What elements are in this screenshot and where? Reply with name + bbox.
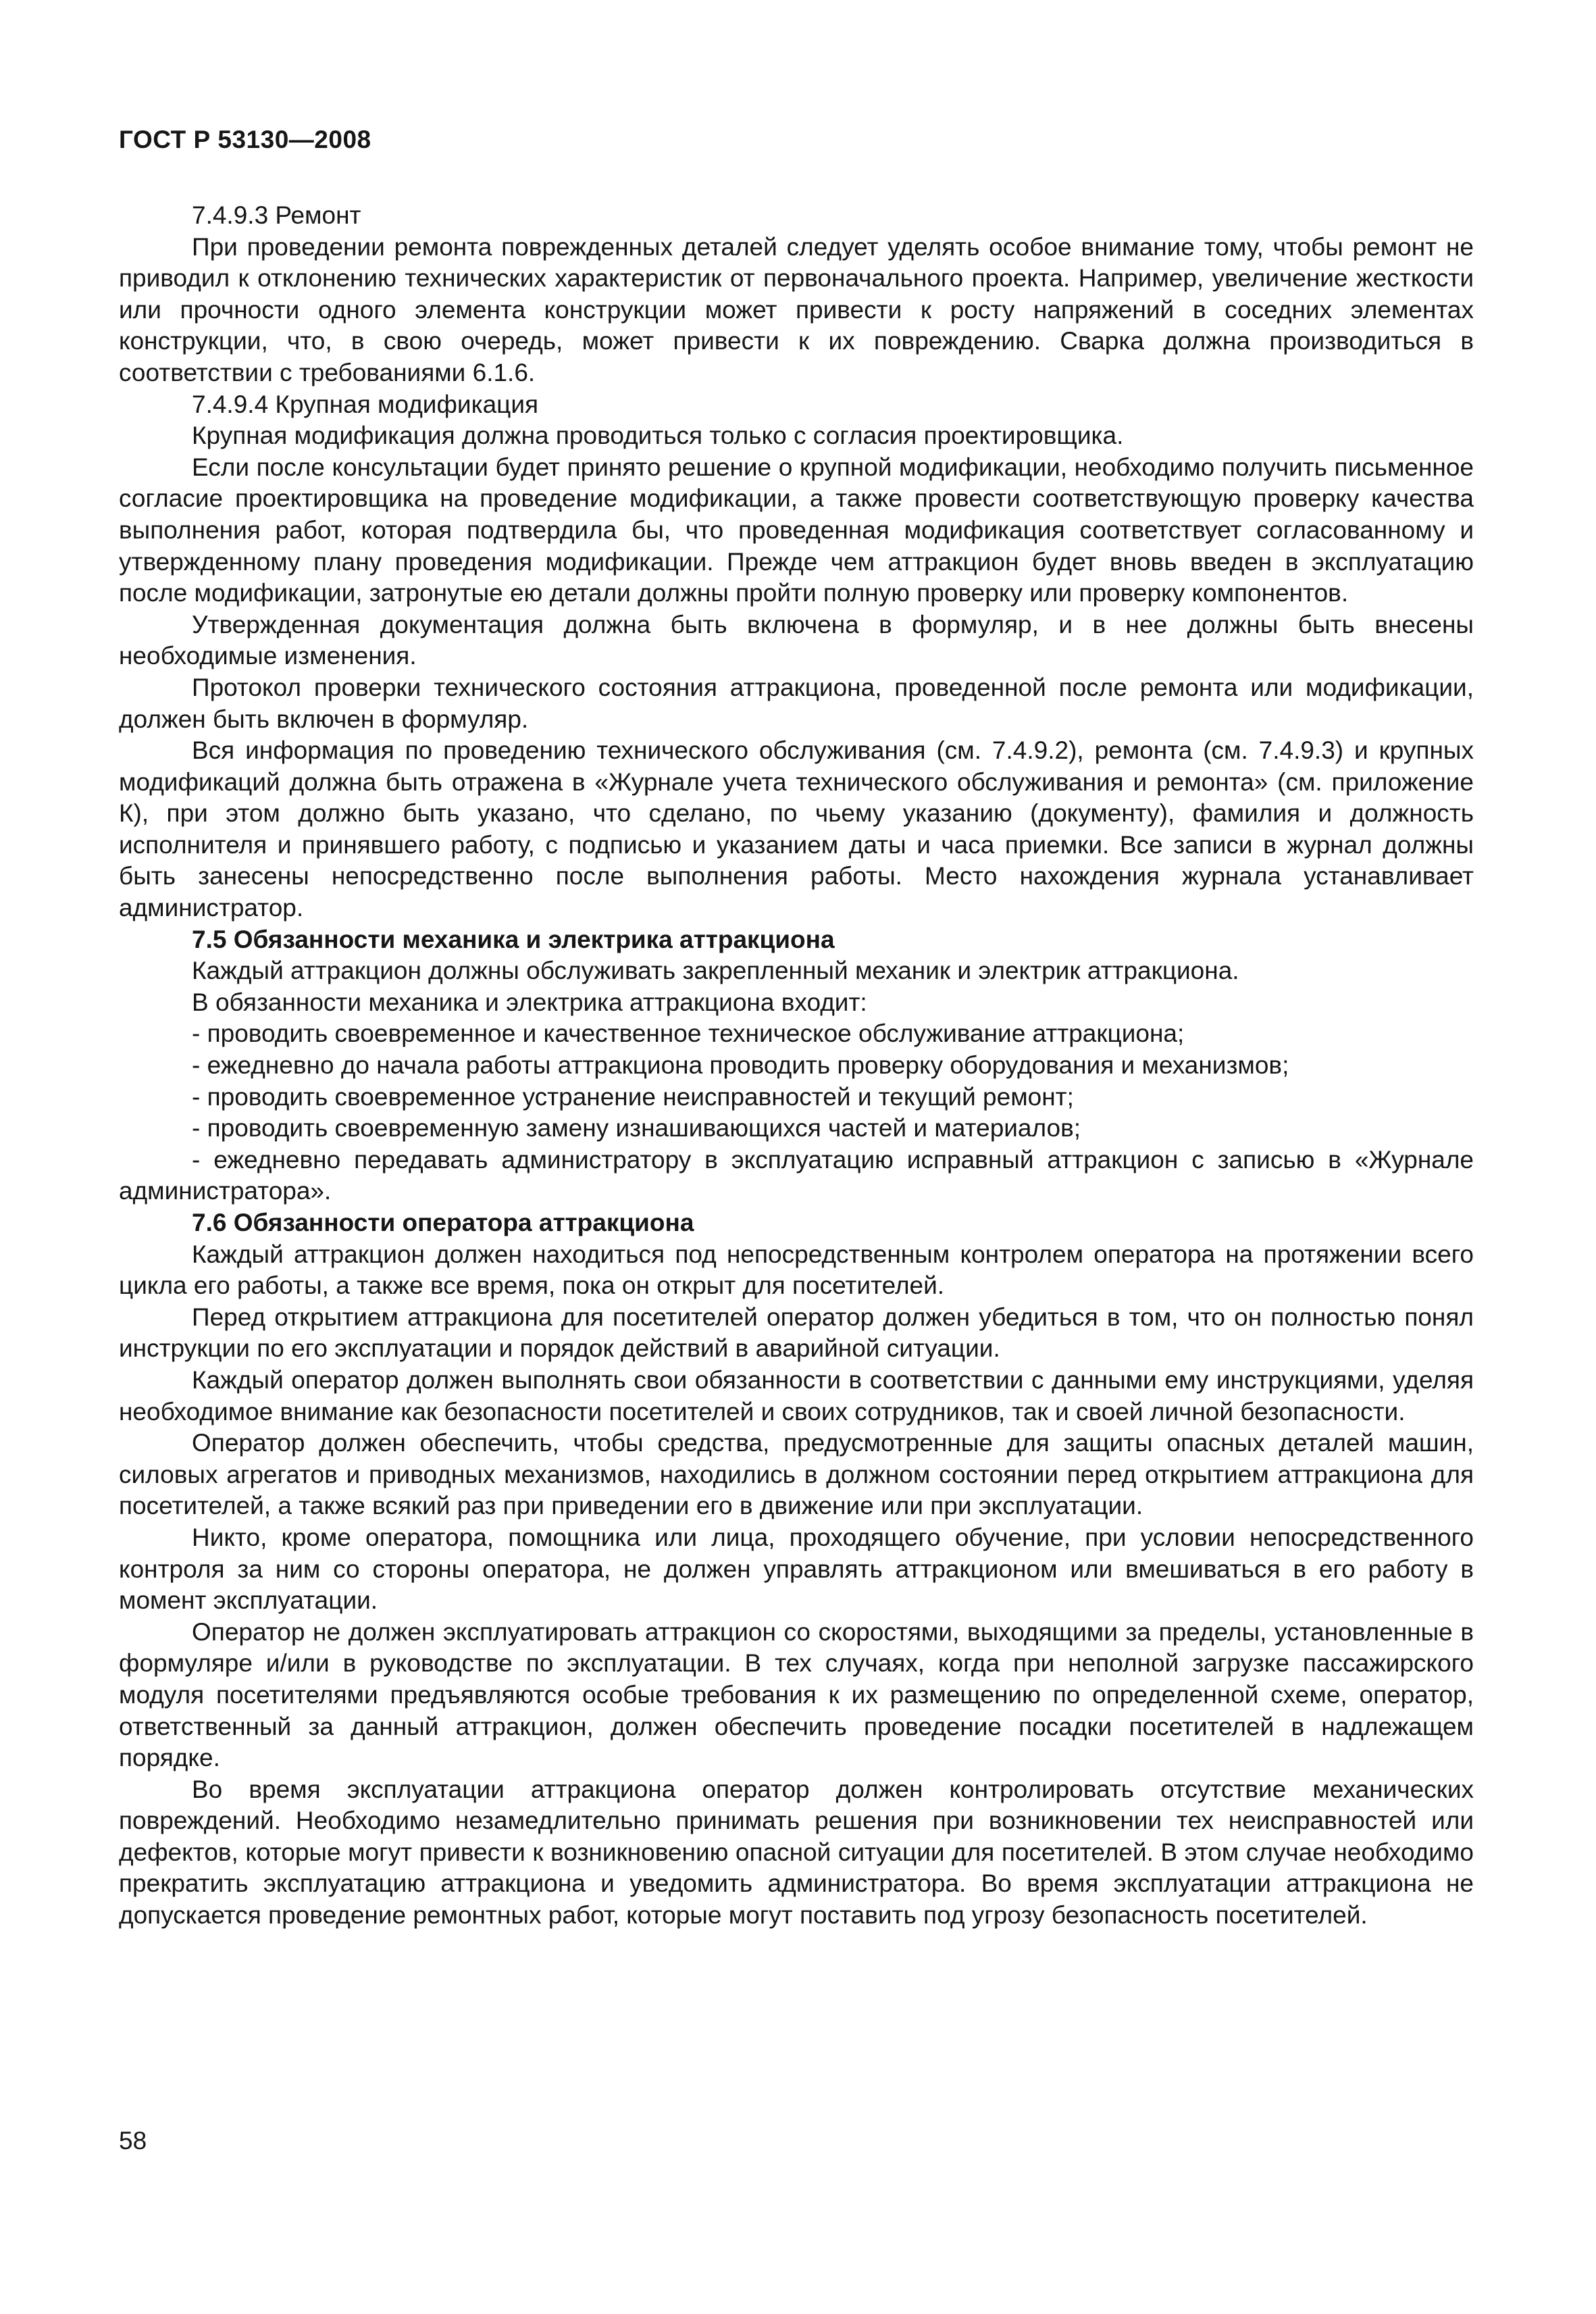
list-item: - ежедневно до начала работы аттракциона проводить проверку оборудования и механизмов; [192, 1051, 1289, 1080]
paragraph: Каждый аттракцион должны обслуживать закрепленный механик и электрик аттракциона. [192, 957, 1239, 985]
paragraph: 7.4.9.3 Ремонт [192, 201, 361, 229]
paragraph: Во время эксплуатации аттракциона оператор должен контролировать отсутствие механических повреждений. Необходимо незамедлительно принимать решения при возникновении тех неисправностей или дефектов, которые могут привести к возникновению опасной ситуации для посетителей. В этом случае необходимо прекратить эксплуатацию аттракциона и уведомить администратора. Во время эксплуатации аттракциона не допускается проведение ремонтных работ, которые могут поставить под угрозу безопасность посетителей. [119, 1775, 1474, 1930]
paragraph: Если после консультации будет принято решение о крупной модификации, необходимо получить письменное согласие проектировщика на проведение модификации, а также провести соответствующую проверку качества выполнения работ, которая подтвердила бы, что проведенная модификация соответствует согласованному и утвержденному плану проведения модификации. Прежде чем аттракцион будет вновь введен в эксплуатацию после модификации, затронутые ею детали должны пройти полную проверку или проверку компонентов. [119, 453, 1474, 607]
paragraph: Оператор должен обеспечить, чтобы средства, предусмотренные для защиты опасных деталей машин, силовых агрегатов и приводных механизмов, находились в должном состоянии перед открытием аттракциона для посетителей, а также всякий раз при приведении его в движение или при эксплуатации. [119, 1429, 1474, 1520]
paragraph: В обязанности механика и электрика аттракциона входит: [192, 988, 867, 1016]
list-item: - проводить своевременное устранение неисправностей и текущий ремонт; [192, 1082, 1074, 1111]
document-header: ГОСТ Р 53130—2008 [119, 126, 371, 153]
list-item: - проводить своевременную замену изнашивающихся частей и материалов; [192, 1114, 1081, 1142]
paragraph: 7.4.9.4 Крупная модификация [192, 390, 539, 418]
section-heading: 7.5 Обязанности механика и электрика аттракциона [192, 925, 835, 953]
list-item: - проводить своевременное и качественное техническое обслуживание аттракциона; [192, 1020, 1185, 1048]
paragraph: Крупная модификация должна проводиться только с согласия проектировщика. [192, 422, 1124, 450]
section-heading: 7.6 Обязанности оператора аттракциона [192, 1209, 694, 1236]
paragraph: Оператор не должен эксплуатировать аттракцион со скоростями, выходящими за пределы, установленные в формуляре и/или в руководстве по эксплуатации. В тех случаях, когда при неполной загрузке пассажирского модуля посетителями предъявляются особые требования к их размещению по определенной схеме, оператор, ответственный за данный аттракцион, должен обеспечить проведение посадки посетителей в надлежащем порядке. [119, 1617, 1474, 1772]
paragraph: Каждый оператор должен выполнять свои обязанности в соответствии с данными ему инструкциями, уделяя необходимое внимание как безопасности посетителей и своих сотрудников, так и своей личной безопасности. [119, 1365, 1474, 1426]
paragraph: Утвержденная документация должна быть включена в формуляр, и в нее должны быть внесены необходимые изменения. [119, 610, 1474, 670]
paragraph: При проведении ремонта поврежденных деталей следует уделять особое внимание тому, чтобы ремонт не приводил к отклонению технических характеристик от первоначального проекта. Например, увеличение жесткости или прочности одного элемента конструкции может привести к росту напряжений в соседних элементах конструкции, что, в свою очередь, может привести к их повреждению. Сварка должна производиться в соответствии с требованиями 6.1.6. [119, 232, 1474, 386]
page-number: 58 [119, 2127, 147, 2155]
paragraph: Каждый аттракцион должен находиться под непосредственным контролем оператора на протяжении всего цикла его работы, а также все время, пока он открыт для посетителей. [119, 1240, 1474, 1300]
list-item: - ежедневно передавать администратору в эксплуатацию исправный аттракцион с записью в «Журнале администратора». [119, 1145, 1474, 1205]
paragraph: Вся информация по проведению технического обслуживания (см. 7.4.9.2), ремонта (см. 7.4.9.3) и крупных модификаций должна быть отражена в «Журнале учета технического обслуживания и ремонта» (см. приложение К), при этом должно быть указано, что сделано, по чьему указанию (документу), фамилия и должность исполнителя и принявшего работу, с подписью и указанием даты и часа приемки. Все записи в журнал должны быть занесены непосредственно после выполнения работы. Место нахождения журнала устанавливает администратор. [119, 736, 1474, 922]
document-body [119, 200, 1474, 1932]
paragraph: Никто, кроме оператора, помощника или лица, проходящего обучение, при условии непосредственного контроля за ним со стороны оператора, не должен управлять аттракционом или вмешиваться в его работу в момент эксплуатации. [119, 1523, 1474, 1615]
paragraph: Протокол проверки технического состояния аттракциона, проведенной после ремонта или модификации, должен быть включен в формуляр. [119, 673, 1474, 733]
paragraph: Перед открытием аттракциона для посетителей оператор должен убедиться в том, что он полностью понял инструкции по его эксплуатации и порядок действий в аварийной ситуации. [119, 1303, 1474, 1363]
